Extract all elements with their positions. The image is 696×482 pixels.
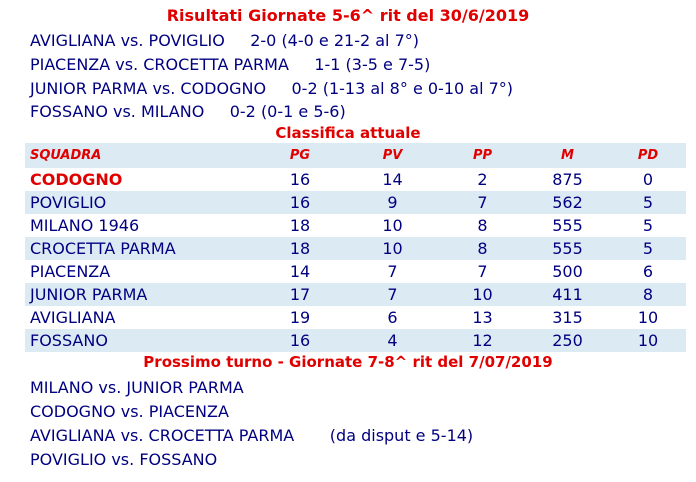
cell-pd: 6 [642,262,654,281]
team-name: POVIGLIO [30,193,107,212]
standings-table [25,143,686,352]
team-name: AVIGLIANA [30,308,116,327]
cell-pd: 8 [642,285,654,304]
cell-pp: 13 [472,308,493,327]
table-row [25,283,686,306]
cell-pp: 10 [472,285,493,304]
cell-pd: 10 [637,308,659,327]
cell-pp: 7 [477,262,488,281]
cell-pg: 14 [289,262,311,281]
cell-m: 411 [552,285,583,304]
result-line: FOSSANO vs. MILANO 0-2 (0-1 e 5-6) [30,102,346,121]
result-line: JUNIOR PARMA vs. CODOGNO 0-2 (1-13 al 8° e 0-10 al 7°) [30,79,514,98]
cell-pv: 6 [387,308,398,327]
result-line: AVIGLIANA vs. POVIGLIO 2-0 (4-0 e 21-2 al 7°) [30,31,419,50]
next-round-title: Prossimo turno - Giornate 7-8^ rit del 7/07/2019 [143,353,553,371]
cell-pp: 2 [477,170,488,189]
cell-pd: 5 [642,216,654,235]
cell-pg: 16 [289,170,311,189]
cell-pg: 16 [289,193,311,212]
cell-pg: 19 [289,308,311,327]
table-row [25,306,686,329]
fixture-line: CODOGNO vs. PIACENZA [30,402,229,421]
cell-pp: 7 [477,193,488,212]
header-pd: PD [637,148,659,163]
header-pp: PP [472,148,493,163]
cell-pv: 9 [387,193,398,212]
result-line: PIACENZA vs. CROCETTA PARMA 1-1 (3-5 e 7-5) [30,55,431,74]
cell-pv: 4 [387,331,398,350]
results-title: Risultati Giornate 5-6^ rit del 30/6/2019 [166,6,530,25]
fixture-line: POVIGLIO vs. FOSSANO [30,450,218,469]
table-row [25,168,686,191]
table-row [25,260,686,283]
team-name: FOSSANO [30,331,108,350]
cell-pv: 7 [387,285,398,304]
cell-pd: 5 [642,193,654,212]
header-squadra: SQUADRA [30,148,102,163]
cell-pg: 17 [289,285,311,304]
cell-pp: 12 [472,331,493,350]
cell-pg: 18 [289,216,311,235]
cell-pd: 10 [637,331,659,350]
team-name: PIACENZA [30,262,111,281]
cell-m: 250 [552,331,583,350]
team-name: CROCETTA PARMA [30,239,176,258]
cell-m: 555 [552,216,583,235]
cell-m: 875 [552,170,583,189]
cell-pd: 0 [642,170,654,189]
team-name: MILANO 1946 [30,216,140,235]
cell-pv: 10 [382,216,403,235]
table-row [25,237,686,260]
cell-pd: 5 [642,239,654,258]
header-m: M [561,148,574,163]
cell-m: 500 [552,262,583,281]
cell-pv: 7 [387,262,398,281]
cell-m: 555 [552,239,583,258]
header-pg: PG [289,148,311,163]
cell-pp: 8 [477,216,488,235]
table-header-row [25,143,686,168]
team-name: CODOGNO [30,170,123,189]
cell-pp: 8 [477,239,488,258]
cell-pg: 18 [289,239,311,258]
fixture-line: MILANO vs. JUNIOR PARMA [30,378,244,397]
team-name: JUNIOR PARMA [30,285,148,304]
cell-m: 562 [552,193,583,212]
table-row [25,214,686,237]
cell-m: 315 [552,308,583,327]
cell-pv: 14 [382,170,403,189]
fixture-line: AVIGLIANA vs. CROCETTA PARMA (da disput e 5-14) [30,426,474,445]
table-row [25,191,686,214]
cell-pv: 10 [382,239,403,258]
header-pv: PV [382,148,403,163]
table-row [25,329,686,352]
standings-title: Classifica attuale [275,124,421,142]
cell-pg: 16 [289,331,311,350]
